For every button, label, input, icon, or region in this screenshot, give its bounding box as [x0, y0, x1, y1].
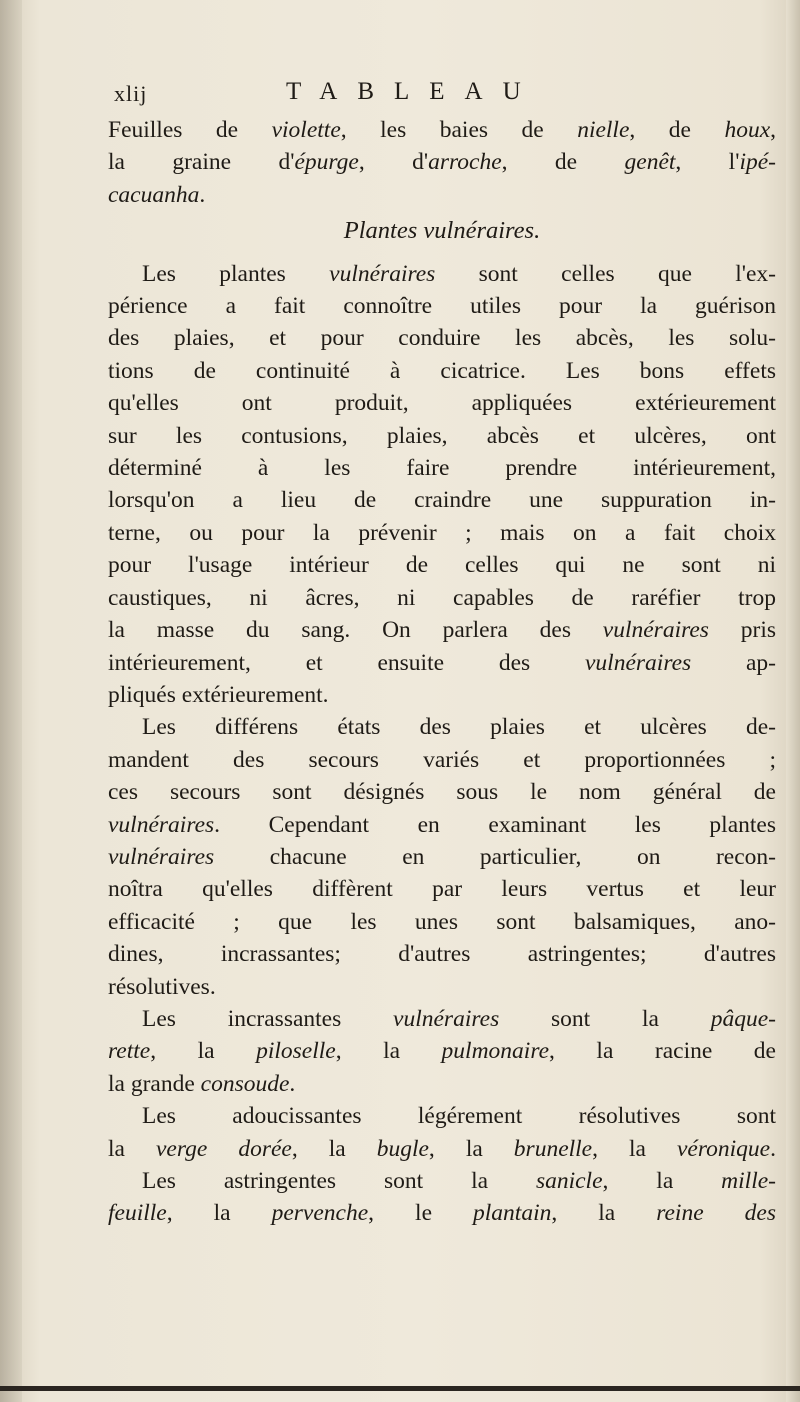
- paragraph-3: [108, 1003, 776, 1100]
- text-line: des plaies, et pour conduire les abcès, les solu-: [108, 325, 776, 352]
- page-edge-shadow: [786, 0, 800, 1402]
- text-line: tions de continuité à cicatrice. Les bons effets: [108, 357, 776, 384]
- text-line: vulnéraires chacune en particulier, on recon-: [108, 843, 776, 870]
- text-line: noîtra qu'elles diffèrent par leurs vertus et leur: [108, 876, 776, 903]
- text-line: Les astringentes sont la sanicle, la mille-: [142, 1168, 776, 1194]
- paragraph-5: [108, 1165, 776, 1230]
- text-line: rette, la piloselle, la pulmonaire, la racine de: [108, 1038, 776, 1065]
- text-line: intérieurement, et ensuite des vulnéraires ap-: [108, 649, 776, 676]
- text-line: déterminé à les faire prendre intérieurement,: [108, 455, 776, 482]
- text-line: résolutives.: [108, 973, 216, 1000]
- paragraph-4: [108, 1100, 776, 1165]
- text-line: sur les contusions, plaies, abcès et ulcères, ont: [108, 422, 776, 449]
- page-gutter-shadow: [0, 0, 22, 1402]
- text-line: Feuilles de violette, les baies de nielle, de houx,: [108, 117, 776, 143]
- text-line: pour l'usage intérieur de celles qui ne sont ni: [108, 552, 776, 579]
- paragraph-1: [108, 258, 776, 712]
- text-line: la verge dorée, la bugle, la brunelle, la véronique.: [108, 1135, 776, 1162]
- text-line: Les adoucissantes légérement résolutives sont: [142, 1103, 776, 1130]
- page-number: xlij: [114, 81, 148, 106]
- running-header: [108, 78, 776, 114]
- paragraph-2: [108, 711, 776, 1003]
- text-line: cacuanha.: [108, 181, 206, 208]
- text-line: la graine d'épurge, d'arroche, de genêt, l'ipé-: [108, 149, 776, 176]
- section-heading: Plantes vulnéraires.: [343, 217, 541, 245]
- text-line: pliqués extérieurement.: [108, 681, 329, 708]
- text-line: caustiques, ni âcres, ni capables de raréfier trop: [108, 584, 776, 611]
- text-line: la grande consoude.: [108, 1070, 296, 1097]
- text-line: périence a fait connoître utiles pour la guérison: [108, 293, 776, 320]
- text-line: feuille, la pervenche, le plantain, la reine des: [108, 1200, 776, 1227]
- text-line: Les plantes vulnéraires sont celles que l'ex-: [142, 260, 776, 287]
- text-line: terne, ou pour la prévenir ; mais on a fait choix: [108, 519, 776, 546]
- bottom-page-edge: [0, 1386, 800, 1391]
- running-title: TABLEAU: [286, 78, 541, 105]
- text-line: qu'elles ont produit, appliquées extérieurement: [108, 390, 776, 417]
- text-line: efficacité ; que les unes sont balsamiques, ano-: [108, 908, 776, 935]
- text-line: lorsqu'on a lieu de craindre une suppuration in-: [108, 487, 776, 514]
- text-line: la masse du sang. On parlera des vulnéraires pris: [108, 617, 777, 644]
- text-line: Les incrassantes vulnéraires sont la pâque-: [142, 1005, 776, 1032]
- page-text: [108, 78, 777, 1230]
- text-line: Les différens états des plaies et ulcères de-: [142, 714, 776, 741]
- text-line: ces secours sont désignés sous le nom général de: [108, 779, 776, 806]
- text-line: dines, incrassantes; d'autres astringentes; d'autres: [108, 941, 776, 968]
- intro-text: [108, 114, 776, 211]
- text-line: vulnéraires. Cependant en examinant les plantes: [108, 811, 776, 838]
- text-line: mandent des secours variés et proportionnées ;: [108, 746, 776, 773]
